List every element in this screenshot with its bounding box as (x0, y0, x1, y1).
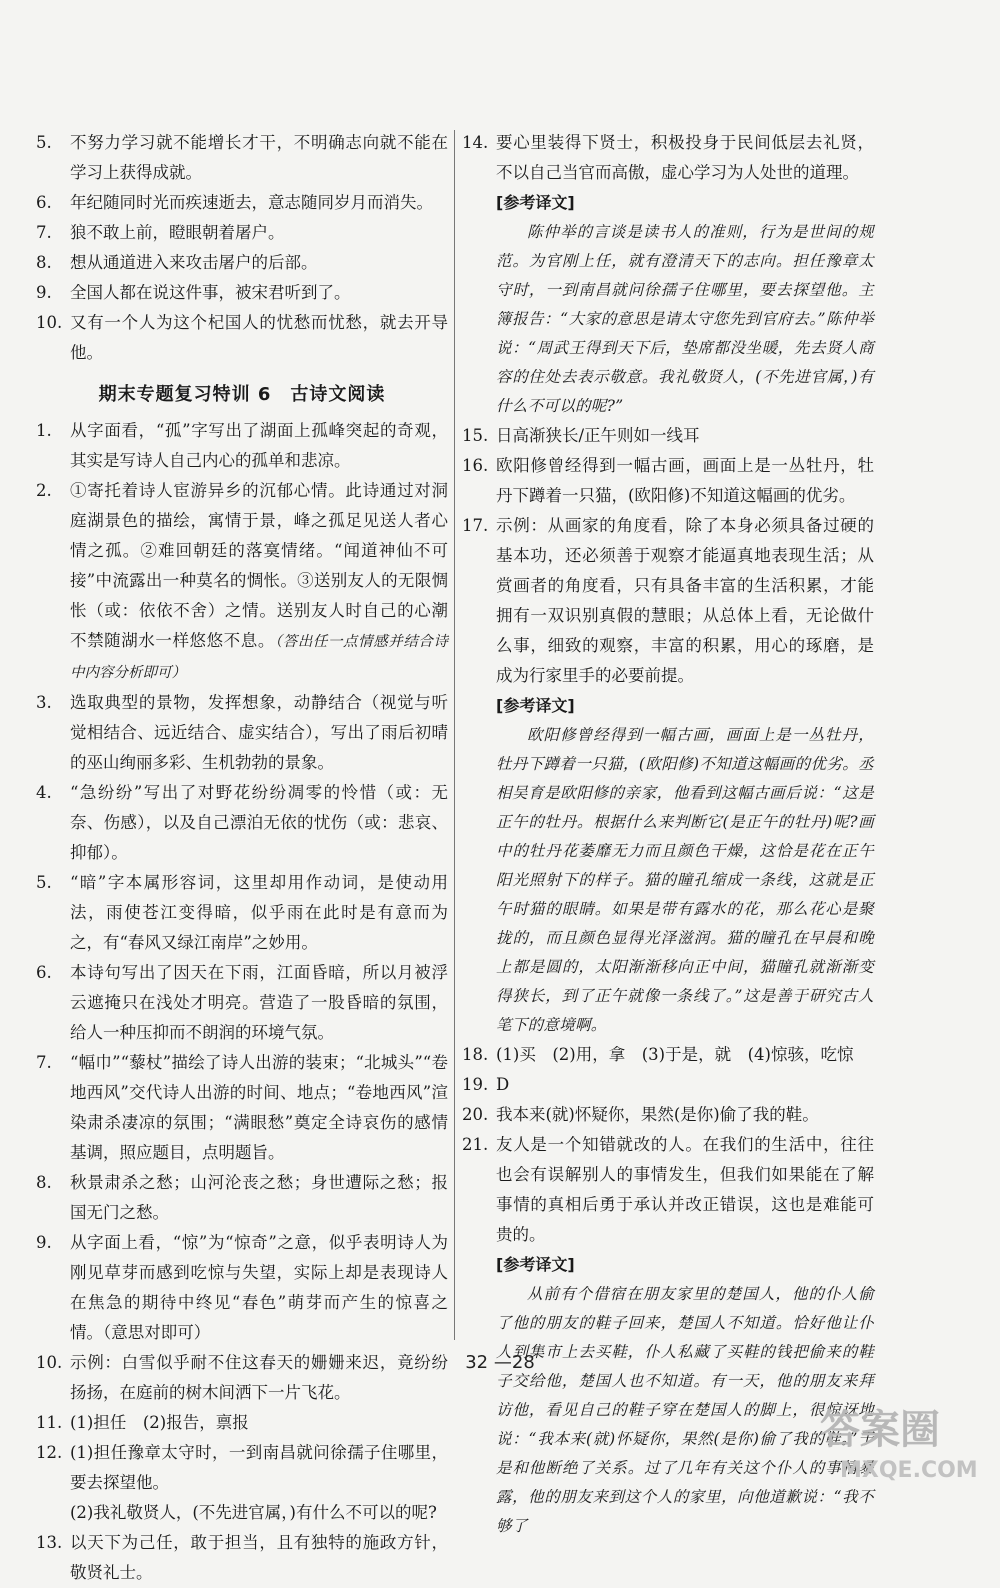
answer-item (462, 1070, 874, 1100)
answer-item (36, 778, 448, 868)
answer-number: 17. (462, 516, 489, 535)
answer-item (36, 218, 448, 248)
answer-text: 又有一个人为这个杞国人的忧愁而忧愁，就去开导他。 (70, 313, 448, 362)
answer-note: （答出任一点情感并结合诗中内容分析即可） (70, 634, 449, 681)
answer-item (462, 421, 874, 451)
answer-number: 12. (36, 1443, 63, 1462)
answer-text: “暗”字本属形容词，这里却用作动词，是使动用法，雨使苍江变得暗，似乎雨在此时是有意而为之，有“春风又绿江南岸”之妙用。 (70, 873, 448, 952)
answer-item (36, 1228, 448, 1348)
answer-text: 欧阳修曾经得到一幅古画，画面上是一丛牡丹，牡丹下蹲着一只猫，(欧阳修)不知道这幅画的优劣。 (496, 456, 874, 505)
answer-item (36, 1168, 448, 1228)
answer-list (462, 421, 874, 691)
answer-item (36, 1438, 448, 1498)
answer-text: (1)买 (2)用，拿 (3)于是，就 (4)惊骇，吃惊 (496, 1045, 854, 1064)
answer-item (36, 1498, 448, 1528)
answer-number: 11. (36, 1413, 63, 1432)
answer-item (36, 1528, 448, 1588)
answer-number: 9. (36, 283, 52, 302)
answer-number: 14. (462, 133, 489, 152)
answer-item (36, 1048, 448, 1168)
answer-text: 友人是一个知错就改的人。在我们的生活中，往往也会有误解别人的事情发生，但我们如果能在了解事情的真相后勇于承认并改正错误，这也是难能可贵的。 (496, 1135, 874, 1244)
reference-translation-label: [参考译文] (496, 193, 575, 212)
answer-text: 要心里装得下贤士，积极投身于民间低层去礼贤，不以自己当官而高傲，虚心学习为人处世的道理。 (496, 133, 874, 182)
answer-item (36, 476, 448, 688)
answer-number: 4. (36, 783, 52, 802)
answer-item (36, 308, 448, 368)
answer-number: 13. (36, 1533, 63, 1552)
answer-item (462, 1040, 874, 1070)
answer-text: (1)担任 (2)报告，禀报 (70, 1413, 249, 1432)
reference-translation: 欧阳修曾经得到一幅古画，画面上是一丛牡丹，牡丹下蹲着一只猫，(欧阳修)不知道这幅画的优劣。丞相吴育是欧阳修的亲家，他看到这幅古画后说：“这是正午的牡丹。根据什么来判断它(是正午的牡丹)呢?画中的牡丹花萎靡无力而且颜色干燥，这恰是花在正午阳光照射下的样子。猫的瞳孔缩成一条线，这就是正午时猫的眼睛。如果是带有露水的花，那么花心是聚拢的，而且颜色显得光泽滋润。猫的瞳孔在早晨和晚上都是圆的，太阳渐渐移向正中间，猫瞳孔就渐渐变得狭长，到了正午就像一条线了。”这是善于研究古人笔下的意境啊。 (496, 726, 874, 1034)
answer-item (462, 1100, 874, 1130)
answer-text: 狼不敢上前，瞪眼朝着屠户。 (70, 223, 285, 242)
answer-item (462, 451, 874, 511)
answer-number: 5. (36, 133, 52, 152)
reference-translation: 陈仲举的言谈是读书人的准则，行为是世间的规范。为官刚上任，就有澄清天下的志向。担任豫章太守时，一到南昌就问徐孺子住哪里，要去探望他。主簿报告：“大家的意思是请太守您先到官府去。”陈仲举说：“周武王得到天下后，垫席都没坐暖，先去贤人商容的住处去表示敬意。我礼敬贤人，(不先进官属，)有什么不可以的呢?” (496, 223, 874, 415)
answer-item (36, 278, 448, 308)
answer-text: “急纷纷”写出了对野花纷纷凋零的怜惜（或：无奈、伤感），以及自己漂泊无依的忧伤（或：悲哀、抑郁）。 (70, 783, 448, 862)
answer-item (462, 128, 874, 188)
answer-list (36, 128, 448, 368)
answer-number: 3. (36, 693, 52, 712)
answer-number: 19. (462, 1075, 489, 1094)
answer-list (462, 128, 874, 188)
answer-number: 16. (462, 456, 489, 475)
answer-text: 秋景肃杀之愁；山河沦丧之愁；身世遭际之愁；报国无门之愁。 (70, 1173, 448, 1222)
page-number: 32 —28 (465, 1352, 535, 1373)
right-column (462, 128, 874, 1541)
answer-item (36, 188, 448, 218)
answer-item (36, 416, 448, 476)
answer-item (462, 1130, 874, 1250)
answer-number: 1. (36, 421, 52, 440)
answer-text: 示例：白雪似乎耐不住这春天的姗姗来迟，竟纷纷扬扬，在庭前的树木间洒下一片飞花。 (70, 1353, 448, 1402)
answer-number: 7. (36, 1053, 52, 1072)
answer-number: 21. (462, 1135, 489, 1154)
answer-number: 15. (462, 426, 489, 445)
answer-number: 20. (462, 1105, 489, 1124)
answer-text: 以天下为己任，敢于担当，且有独特的施政方针，敬贤礼士。 (70, 1533, 448, 1582)
answer-text: 想从通道进入来攻击屠户的后部。 (70, 253, 318, 272)
answer-text: (1)担任豫章太守时，一到南昌就问徐孺子住哪里，要去探望他。 (70, 1443, 448, 1492)
column-divider (454, 130, 455, 1340)
watermark-logo: 答案圈 (820, 1407, 940, 1453)
answer-number: 8. (36, 253, 52, 272)
answer-text: 我本来(就)怀疑你，果然(是你)偷了我的鞋。 (496, 1105, 819, 1124)
answer-text: D (496, 1075, 510, 1094)
answer-text: 年纪随同时光而疾速逝去，意志随同岁月而消失。 (70, 193, 433, 212)
answer-text: 本诗句写出了因天在下雨，江面昏暗，所以月被浮云遮掩只在浅处才明亮。营造了一股昏暗的氛围，给人一种压抑而不朗润的环境气氛。 (70, 963, 448, 1042)
answer-text: (2)我礼敬贤人，(不先进官属，)有什么不可以的呢? (70, 1503, 437, 1522)
answer-number: 2. (36, 481, 52, 500)
section-title: 期末专题复习特训 6 古诗文阅读 (98, 384, 386, 405)
reference-translation: 从前有个借宿在朋友家里的楚国人，他的仆人偷了他的朋友的鞋子回来，楚国人不知道。恰好他让仆人到集市上去买鞋，仆人私藏了买鞋的钱把偷来的鞋子交给他，楚国人也不知道。有一天，他的朋友来拜访他，看见自己的鞋子穿在楚国人的脚上，很惊讶地说：“我本来(就)怀疑你，果然(是你)偷了我的鞋。”于是和他断绝了关系。过了几年有关这个仆人的事情暴露，他的朋友来到这个人的家里，向他道歉说：“我不够了 (496, 1285, 874, 1535)
answer-text: 全国人都在说这件事，被宋君听到了。 (70, 283, 351, 302)
answer-number: 10. (36, 313, 63, 332)
answer-number: 8. (36, 1173, 52, 1192)
answer-item (36, 128, 448, 188)
reference-translation-label: [参考译文] (496, 1255, 575, 1274)
answer-number: 10. (36, 1353, 63, 1372)
watermark-url: MXQE.COM (840, 1458, 978, 1483)
answer-text: 示例：从画家的角度看，除了本身必须具备过硬的基本功，还必须善于观察才能逼真地表现生活；从赏画者的角度看，只有具备丰富的生活积累，才能拥有一双识别真假的慧眼；从总体上看，无论做什么事，细致的观察，丰富的积累，用心的琢磨，是成为行家里手的必要前提。 (496, 516, 874, 685)
reference-translation-label: [参考译文] (496, 696, 575, 715)
answer-text: 日高渐狭长/正午则如一线耳 (496, 426, 700, 445)
answer-text: “幅巾”“藜杖”描绘了诗人出游的装束；“北城头”“卷地西风”交代诗人出游的时间、地点；“卷地西风”渲染肃杀凄凉的氛围；“满眼愁”奠定全诗哀伤的感情基调，照应题目，点明题旨。 (70, 1053, 448, 1162)
answer-item (462, 511, 874, 691)
answer-text: ①寄托着诗人宦游异乡的沉郁心情。此诗通过对洞庭湖景色的描绘，寓情于景，峰之孤足见送人者心情之孤。②难回朝廷的落寞情绪。“闻道神仙不可接”中流露出一种莫名的惆怅。③送别友人的无限惆怅（或：依依不舍）之情。送别友人时自己的心潮不禁随湖水一样悠悠不息。（答出任一点情感并结合诗中内容分析即可） (70, 481, 449, 681)
answer-list (36, 416, 448, 1588)
answer-text: 从字面看，“孤”字写出了湖面上孤峰突起的奇观，其实是写诗人自己内心的孤单和悲凉。 (70, 421, 448, 470)
answer-number: 18. (462, 1045, 489, 1064)
answer-number: 5. (36, 873, 52, 892)
answer-item (36, 868, 448, 958)
answer-item (36, 248, 448, 278)
answer-item (36, 958, 448, 1048)
answer-item (36, 1408, 448, 1438)
answer-text: 选取典型的景物，发挥想象，动静结合（视觉与听觉相结合、远近结合、虚实结合），写出了雨后初晴的巫山绚丽多彩、生机勃勃的景象。 (70, 693, 448, 772)
answer-number: 7. (36, 223, 52, 242)
answer-item (36, 688, 448, 778)
answer-number: 6. (36, 193, 52, 212)
answer-text: 从字面上看，“惊”为“惊奇”之意，似乎表明诗人为刚见草芽而感到吃惊与失望，实际上却是表现诗人在焦急的期待中终见“春色”萌芽而产生的惊喜之情。（意思对即可） (70, 1233, 448, 1342)
answer-number: 9. (36, 1233, 52, 1252)
answer-text: 不努力学习就不能增长才干，不明确志向就不能在学习上获得成就。 (70, 133, 448, 182)
answer-number: 6. (36, 963, 52, 982)
answer-list (462, 1040, 874, 1250)
